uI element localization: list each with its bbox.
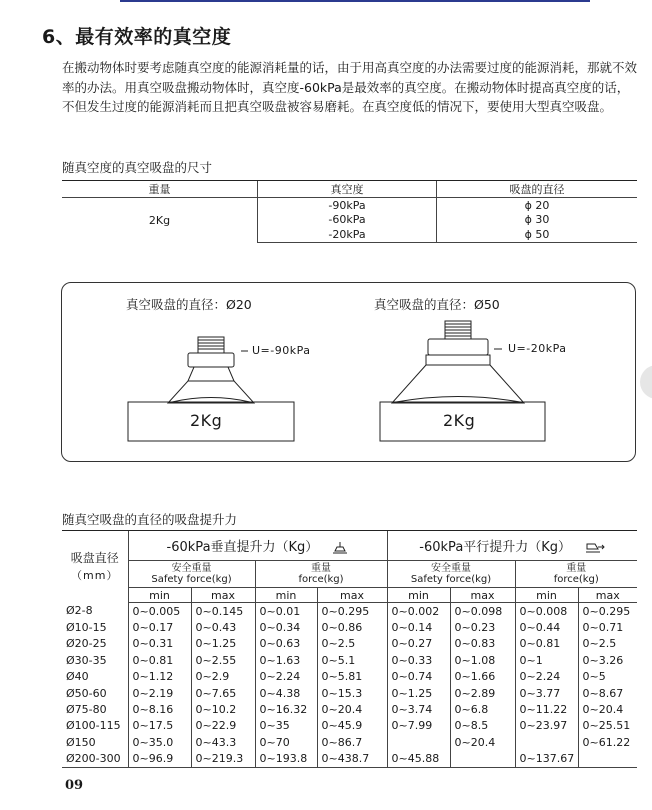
vertical-force-cell: 0~15.3	[317, 685, 387, 701]
diameter-cell: Ø20-25	[66, 637, 107, 651]
table-row	[62, 603, 637, 620]
table-row	[62, 734, 637, 750]
vertical-force-cell: 0~35	[255, 718, 317, 734]
size-table-header	[62, 181, 637, 198]
top-rule	[120, 0, 590, 2]
left-diameter-label: 真空吸盘的直径：Ø20	[126, 297, 252, 312]
vertical-force-cell: 0~193.8	[255, 751, 317, 768]
force-table-group-header	[62, 531, 637, 561]
parallel-force-cell: 0~1	[515, 652, 578, 668]
right-diameter-label: 真空吸盘的直径：Ø50	[374, 297, 500, 312]
table-row	[62, 701, 637, 717]
parallel-force-cell: 0~0.81	[515, 636, 578, 652]
safety-weight-cn: 安全重量	[431, 563, 471, 574]
suction-cup-diagram	[61, 282, 636, 462]
vacuum-cell: -90kPa	[258, 198, 437, 213]
parallel-force-cell: 0~0.71	[578, 619, 637, 635]
intro-paragraph: 在搬动物体时要考虑随真空度的能源消耗量的话，由于用高真空度的办法需要过度的能源消耗，那就不效率的办法。用真空吸盘搬动物体时，真空度-60kPa是最效率的真空度。在搬动物体时提高真空度的话，不但发生过度的能源消耗而且把真空吸盘被容易磨耗。在真空度低的情况下，要使用大型真空吸盘。	[62, 60, 638, 114]
vertical-force-cell: 0~1.12	[128, 669, 191, 685]
parallel-force-cell: 0~2.24	[515, 669, 578, 685]
diameter-header-unit: （mm）	[71, 568, 119, 582]
size-table	[62, 180, 637, 243]
parallel-force-cell: 0~1.66	[450, 669, 515, 685]
weight-en: force(kg)	[298, 574, 344, 585]
weight-cn: 重量	[311, 563, 331, 574]
diameter-cell: ϕ 50	[437, 227, 638, 242]
diameter-cell: Ø150	[66, 735, 96, 749]
vertical-force-cell: 0~0.86	[317, 619, 387, 635]
diameter-cell: Ø30-35	[66, 653, 107, 667]
vertical-force-cell: 0~0.145	[191, 603, 255, 620]
vertical-force-cell: 0~70	[255, 734, 317, 750]
vertical-force-cell: 0~438.7	[317, 751, 387, 768]
page-number: 09	[65, 778, 84, 793]
parallel-force-cell: 0~3.74	[387, 701, 450, 717]
vertical-force-cell: 0~0.81	[128, 652, 191, 668]
table-row	[62, 636, 637, 652]
parallel-force-cell: 0~0.098	[450, 603, 515, 620]
parallel-force-cell: 0~61.22	[578, 734, 637, 750]
parallel-force-cell	[450, 751, 515, 768]
diameter-cell: Ø75-80	[66, 703, 107, 717]
vertical-force-cell: 0~0.43	[191, 619, 255, 635]
parallel-force-cell: 0~3.77	[515, 685, 578, 701]
max-header: max	[191, 588, 255, 603]
parallel-force-cell: 0~0.002	[387, 603, 450, 620]
parallel-force-header	[515, 561, 637, 588]
parallel-force-cell: 0~0.27	[387, 636, 450, 652]
parallel-force-cell: 0~0.33	[387, 652, 450, 668]
diameter-cell: Ø2-8	[66, 604, 93, 618]
min-max-header	[62, 588, 637, 603]
parallel-force-cell: 0~1.25	[387, 685, 450, 701]
max-header: max	[578, 588, 637, 603]
table-row	[62, 198, 637, 213]
vertical-force-cell: 0~219.3	[191, 751, 255, 768]
parallel-force-cell: 0~3.26	[578, 652, 637, 668]
parallel-force-cell: 0~1.08	[450, 652, 515, 668]
vertical-force-cell: 0~10.2	[191, 701, 255, 717]
section-heading: 6、最有效率的真空度	[42, 26, 232, 48]
parallel-lift-title: -60kPa平行提升力（Kg）	[419, 540, 572, 555]
vertical-safety-force-header	[128, 561, 255, 588]
parallel-force-cell: 0~8.5	[450, 718, 515, 734]
parallel-force-cell: 0~2.89	[450, 685, 515, 701]
parallel-force-cell: 0~0.295	[578, 603, 637, 620]
vertical-force-cell: 0~86.7	[317, 734, 387, 750]
parallel-lift-group	[387, 531, 637, 561]
small-suction-cup-icon	[168, 337, 254, 403]
table-row	[62, 718, 637, 734]
force-table-subheader	[62, 561, 637, 588]
left-weight-label: 2Kg	[190, 411, 223, 430]
parallel-force-cell: 0~5	[578, 669, 637, 685]
vertical-force-cell: 0~2.9	[191, 669, 255, 685]
weight-cell: 2Kg	[148, 213, 171, 227]
vertical-force-cell: 0~1.63	[255, 652, 317, 668]
vertical-force-cell: 0~2.24	[255, 669, 317, 685]
parallel-force-cell	[387, 734, 450, 750]
vertical-force-cell: 0~0.63	[255, 636, 317, 652]
diameter-cell: Ø100-115	[66, 719, 121, 733]
parallel-force-cell: 0~6.8	[450, 701, 515, 717]
vertical-force-cell: 0~0.005	[128, 603, 191, 620]
parallel-force-cell: 0~25.51	[578, 718, 637, 734]
vertical-force-cell: 0~0.01	[255, 603, 317, 620]
vertical-lift-icon	[332, 541, 348, 555]
diameter-header-text: 吸盘直径	[70, 550, 119, 565]
min-header: min	[387, 588, 450, 603]
vertical-force-cell: 0~1.25	[191, 636, 255, 652]
parallel-force-cell: 0~7.99	[387, 718, 450, 734]
vacuum-cell: -60kPa	[258, 213, 437, 228]
page-edge-tab	[640, 365, 652, 399]
parallel-force-cell: 0~20.4	[578, 701, 637, 717]
parallel-force-cell: 0~23.97	[515, 718, 578, 734]
header-vacuum: 真空度	[258, 181, 437, 198]
parallel-force-cell	[515, 734, 578, 750]
vertical-force-cell: 0~5.81	[317, 669, 387, 685]
header-diameter: 吸盘的直径	[437, 181, 638, 198]
size-table-title: 随真空度的真空吸盘的尺寸	[62, 160, 213, 175]
min-header: min	[255, 588, 317, 603]
vertical-force-cell: 0~0.17	[128, 619, 191, 635]
diameter-cell: Ø40	[66, 670, 89, 684]
table-row	[62, 685, 637, 701]
vertical-force-cell: 0~5.1	[317, 652, 387, 668]
parallel-force-cell: 0~0.008	[515, 603, 578, 620]
max-header: max	[450, 588, 515, 603]
weight-cn: 重量	[566, 563, 587, 574]
parallel-force-cell: 0~0.14	[387, 619, 450, 635]
safety-weight-en: Safety force(kg)	[410, 574, 492, 585]
weight-en: force(kg)	[553, 574, 599, 585]
parallel-force-cell: 0~45.88	[387, 751, 450, 768]
parallel-force-cell: 0~0.23	[450, 619, 515, 635]
diameter-cell: ϕ 30	[437, 213, 638, 228]
vertical-force-cell: 0~17.5	[128, 718, 191, 734]
parallel-force-cell: 0~8.67	[578, 685, 637, 701]
parallel-force-cell: 0~2.5	[578, 636, 637, 652]
vertical-force-cell: 0~43.3	[191, 734, 255, 750]
parallel-safety-force-header	[387, 561, 515, 588]
force-table-title: 随真空吸盘的直径的吸盘提升力	[62, 512, 238, 527]
safety-weight-en: Safety force(kg)	[151, 574, 232, 585]
parallel-force-cell: 0~0.83	[450, 636, 515, 652]
header-weight: 重量	[62, 181, 258, 198]
diameter-cell: ϕ 20	[437, 198, 638, 213]
left-vacuum-label: U=-90kPa	[252, 344, 311, 357]
vertical-force-header	[255, 561, 387, 588]
parallel-force-cell: 0~11.22	[515, 701, 578, 717]
safety-weight-cn: 安全重量	[171, 563, 212, 574]
parallel-force-cell: 0~20.4	[450, 734, 515, 750]
vertical-lift-group	[128, 531, 387, 561]
vertical-force-cell: 0~2.19	[128, 685, 191, 701]
vertical-force-cell: 0~8.16	[128, 701, 191, 717]
right-weight-label: 2Kg	[443, 411, 476, 430]
vertical-force-cell: 0~2.55	[191, 652, 255, 668]
min-header: min	[515, 588, 578, 603]
vertical-force-cell: 0~35.0	[128, 734, 191, 750]
diameter-cell: Ø10-15	[66, 621, 107, 635]
vertical-force-cell: 0~96.9	[128, 751, 191, 768]
parallel-force-cell: 0~0.44	[515, 619, 578, 635]
diameter-cell: Ø50-60	[66, 686, 107, 700]
vertical-force-cell: 0~45.9	[317, 718, 387, 734]
table-row	[62, 652, 637, 668]
parallel-force-cell	[578, 751, 637, 768]
table-row	[62, 751, 637, 768]
vertical-lift-title: -60kPa垂直提升力（Kg）	[166, 540, 319, 555]
vertical-force-cell: 0~16.32	[255, 701, 317, 717]
large-suction-cup-icon	[392, 321, 524, 403]
table-row	[62, 619, 637, 635]
min-header: min	[128, 588, 191, 603]
diameter-cell: Ø200-300	[62, 751, 128, 768]
parallel-force-cell: 0~137.67	[515, 751, 578, 768]
vacuum-cell: -20kPa	[258, 227, 437, 242]
vertical-force-cell: 0~4.38	[255, 685, 317, 701]
vertical-force-cell: 0~0.34	[255, 619, 317, 635]
vertical-force-cell: 0~0.31	[128, 636, 191, 652]
lift-force-table	[62, 530, 637, 768]
vertical-force-cell: 0~22.9	[191, 718, 255, 734]
max-header: max	[317, 588, 387, 603]
table-row	[62, 669, 637, 685]
vertical-force-cell: 0~20.4	[317, 701, 387, 717]
parallel-lift-icon	[585, 542, 605, 554]
vertical-force-cell: 0~0.295	[317, 603, 387, 620]
diameter-column-header	[62, 531, 128, 603]
vertical-force-cell: 0~7.65	[191, 685, 255, 701]
parallel-force-cell: 0~0.74	[387, 669, 450, 685]
vertical-force-cell: 0~2.5	[317, 636, 387, 652]
right-vacuum-label: U=-20kPa	[508, 342, 567, 355]
